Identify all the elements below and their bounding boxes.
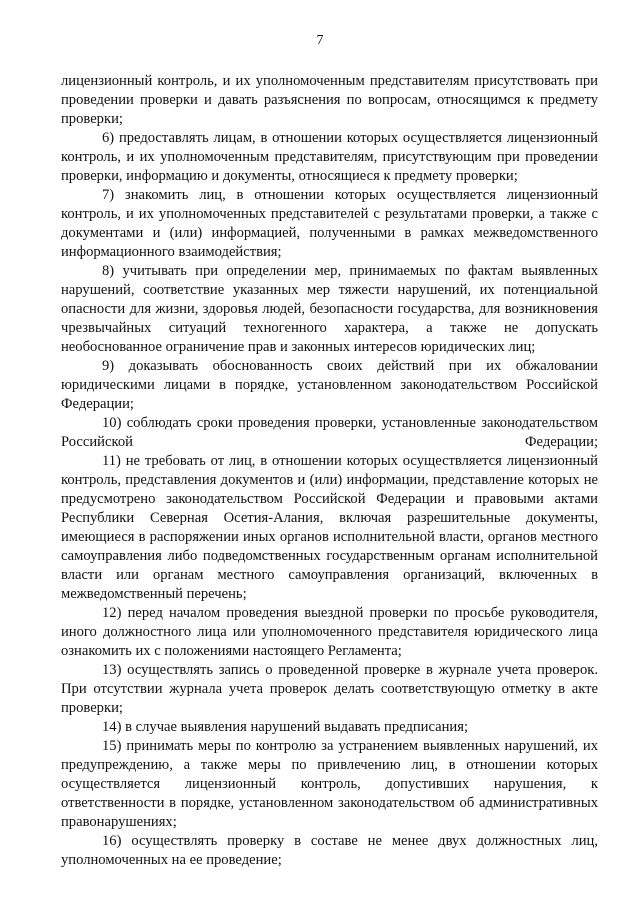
paragraph-item-16: 16) осуществлять проверку в составе не менее двух должностных лиц, уполномоченных на ее проведение; xyxy=(61,833,598,868)
page-number: 7 xyxy=(316,33,324,48)
paragraph-item-13: 13) осуществлять запись о проведенной проверке в журнале учета проверок. При отсутствии журнала учета проверок делать соответствующую отметку в акте проверки; xyxy=(61,662,598,716)
paragraph-item-15: 15) принимать меры по контролю за устранением выявленных нарушений, их предупреждению, а также меры по привлечению лиц, в отношении которых осуществляется лицензионный контроль, допустивших нарушения, к ответственности в порядке, установленном законодательством об административных правонарушениях; xyxy=(61,738,598,830)
paragraph-item-10: 10) соблюдать сроки проведения проверки, установленные законодательством Российской Федерации; xyxy=(61,415,598,450)
paragraph-continuation: лицензионный контроль, и их уполномоченным представителям присутствовать при проведении проверки и давать разъяснения по вопросам, относящимся к предмету проверки; xyxy=(61,73,598,127)
paragraph-item-6: 6) предоставлять лицам, в отношении которых осуществляется лицензионный контроль, и их уполномоченным представителям, присутствующим при проведении проверки, информацию и документы, относящиеся к предмету проверки; xyxy=(61,130,598,184)
paragraph-item-11: 11) не требовать от лиц, в отношении которых осуществляется лицензионный контроль, представления документов и (или) информации, представление которых не предусмотрено законодательством Российской Федерации и правовыми актами Республики Северная Осетия-Алания, включая разрешительные документы, имеющиеся в распоряжении иных органов исполнительной власти, органов местного самоуправления либо подведомственных государственным органам исполнительной власти или органам местного самоуправления организаций, включенных в межведомственный перечень; xyxy=(61,453,598,602)
document-body xyxy=(61,72,598,870)
paragraph-item-12: 12) перед началом проведения выездной проверки по просьбе руководителя, иного должностного лица или уполномоченного представителя юридического лица ознакомить их с положениями настоящего Регламента; xyxy=(61,605,598,659)
paragraph-item-7: 7) знакомить лиц, в отношении которых осуществляется лицензионный контроль, и их уполномоченных представителей с результатами проверки, а также с документами и (или) информацией, полученными в рамках межведомственного информационного взаимодействия; xyxy=(61,187,598,260)
paragraph-item-9: 9) доказывать обоснованность своих действий при их обжаловании юридическими лицами в порядке, установленном законодательством Российской Федерации; xyxy=(61,358,598,412)
paragraph-item-14: 14) в случае выявления нарушений выдавать предписания; xyxy=(102,719,469,735)
paragraph-item-8: 8) учитывать при определении мер, принимаемых по фактам выявленных нарушений, соответствие указанных мер тяжести нарушений, их потенциальной опасности для жизни, здоровья людей, безопасности государства, для возникновения чрезвычайных ситуаций техногенного характера, а также не допускать необоснованное ограничение прав и законных интересов юридических лиц; xyxy=(61,263,598,355)
